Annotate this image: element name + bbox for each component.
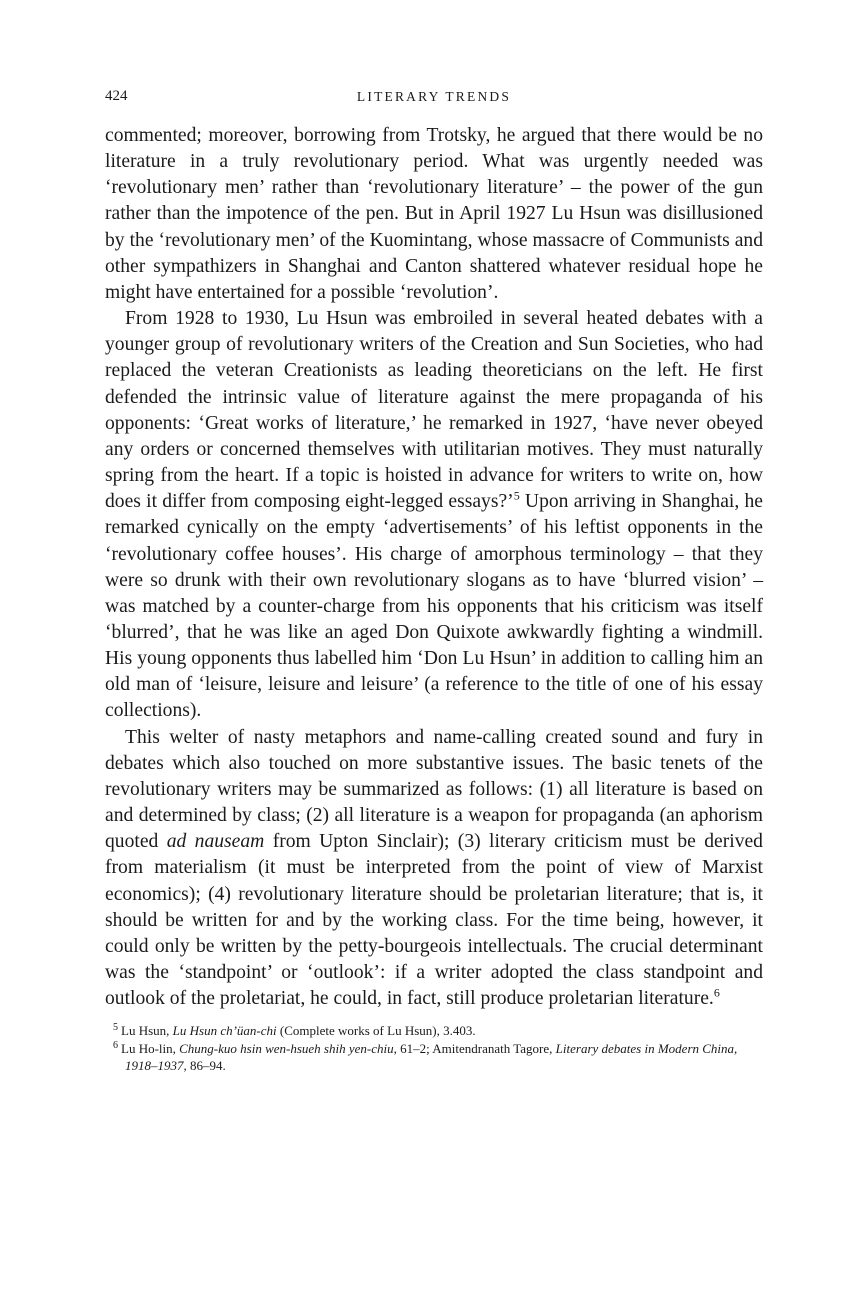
paragraph-text: commented; moreover, borrowing from Trotsky, he argued that there would be no literature in a truly revolutionary period. What was urgently needed was ‘revolutionary men’ rather than ‘revolutionary literature’ – the power of the gun rather than the impotence of the pen. But in April 1927 Lu Hsun was disillusioned by the ‘revolutionary men’ of the Kuomintang, whose massacre of Communists and other sympathizers in Shanghai and Canton shattered whatever residual hope he might have entertained for a possible ‘revolution’.	[105, 125, 763, 303]
footnote-text: Lu Ho-lin,	[121, 1041, 180, 1057]
running-title: LITERARY TRENDS	[356, 89, 512, 104]
footnote-reference: 6	[713, 985, 720, 1000]
page-number: 424	[105, 88, 128, 104]
footnote-title: Chung-kuo hsin wen-hsueh shih yen-chiu	[179, 1041, 394, 1057]
paragraph	[105, 306, 763, 725]
book-page	[105, 88, 763, 1075]
paragraph-text: This welter of nasty metaphors and name-calling created sound and fury in debates which also touched on more substantive issues. The basic tenets of the revolutionary writers may be summarized as follows: (1) all literature is based on and determined by class; (2) all literature is a weapon for propaganda (an aphorism quoted	[105, 726, 763, 853]
footnote-text: (Complete works of Lu Hsun), 3.403.	[276, 1023, 476, 1039]
footnote-mark: 6	[113, 1039, 118, 1051]
paragraph	[105, 123, 763, 306]
footnote-mark: 5	[113, 1021, 118, 1033]
italic-text: ad nauseam	[166, 831, 265, 853]
footnote-text: Lu Hsun,	[121, 1023, 173, 1039]
footnote	[105, 1022, 763, 1039]
running-head	[105, 88, 763, 114]
footnote-title: Literary debates in Modern China, 1918–1937	[125, 1041, 738, 1074]
footnotes	[105, 1022, 763, 1074]
footnote-reference: 5	[513, 488, 520, 503]
footnote-text: , 86–94.	[183, 1058, 226, 1074]
paragraph-text: From 1928 to 1930, Lu Hsun was embroiled in several heated debates with a younger group of revolutionary writers of the Creation and Sun Societies, who had replaced the veteran Creationists as leading theoreticians on the left. He first defended the intrinsic value of literature against the mere propaganda of his opponents: ‘Great works of literature,’ he remarked in 1927, ‘have never obeyed any orders or concerned themselves with utilitarian motives. They must naturally spring from the heart. If a topic is hoisted in advance for writers to write on, how does it differ from composing eight-legged essays?’	[105, 308, 763, 513]
paragraph-text: Upon arriving in Shanghai, he remarked cynically on the empty ‘advertisements’ of his leftist opponents in the ‘revolutionary coffee houses’. His charge of amorphous terminology – that they were so drunk with their own revolutionary slogans as to have ‘blurred vision’ – was matched by a counter-charge from his opponents that his criticism was itself ‘blurred’, that he was like an aged Don Quixote awkwardly fighting a windmill. His young opponents thus labelled him ‘Don Lu Hsun’ in addition to calling him an old man of ‘leisure, leisure and leisure’ (a reference to the title of one of his essay collections).	[105, 491, 763, 722]
footnote-text: , 61–2; Amitendranath Tagore,	[393, 1041, 556, 1057]
footnote-title: Lu Hsun ch’üan-chi	[172, 1023, 277, 1039]
paragraph	[105, 725, 763, 1013]
body-text	[105, 123, 763, 1012]
paragraph-text: from Upton Sinclair); (3) literary criticism must be derived from materialism (it must be interpreted from the point of view of Marxist economics); (4) revolutionary literature should be proletarian literature; that is, it should be written for and by the working class. For the time being, however, it could only be written by the petty-bourgeois intellectuals. The crucial determinant was the ‘standpoint’ or ‘outlook’: if a writer adopted the class standpoint and outlook of the proletariat, he could, in fact, still produce proletarian literature.	[105, 831, 763, 1010]
footnote	[105, 1040, 763, 1074]
